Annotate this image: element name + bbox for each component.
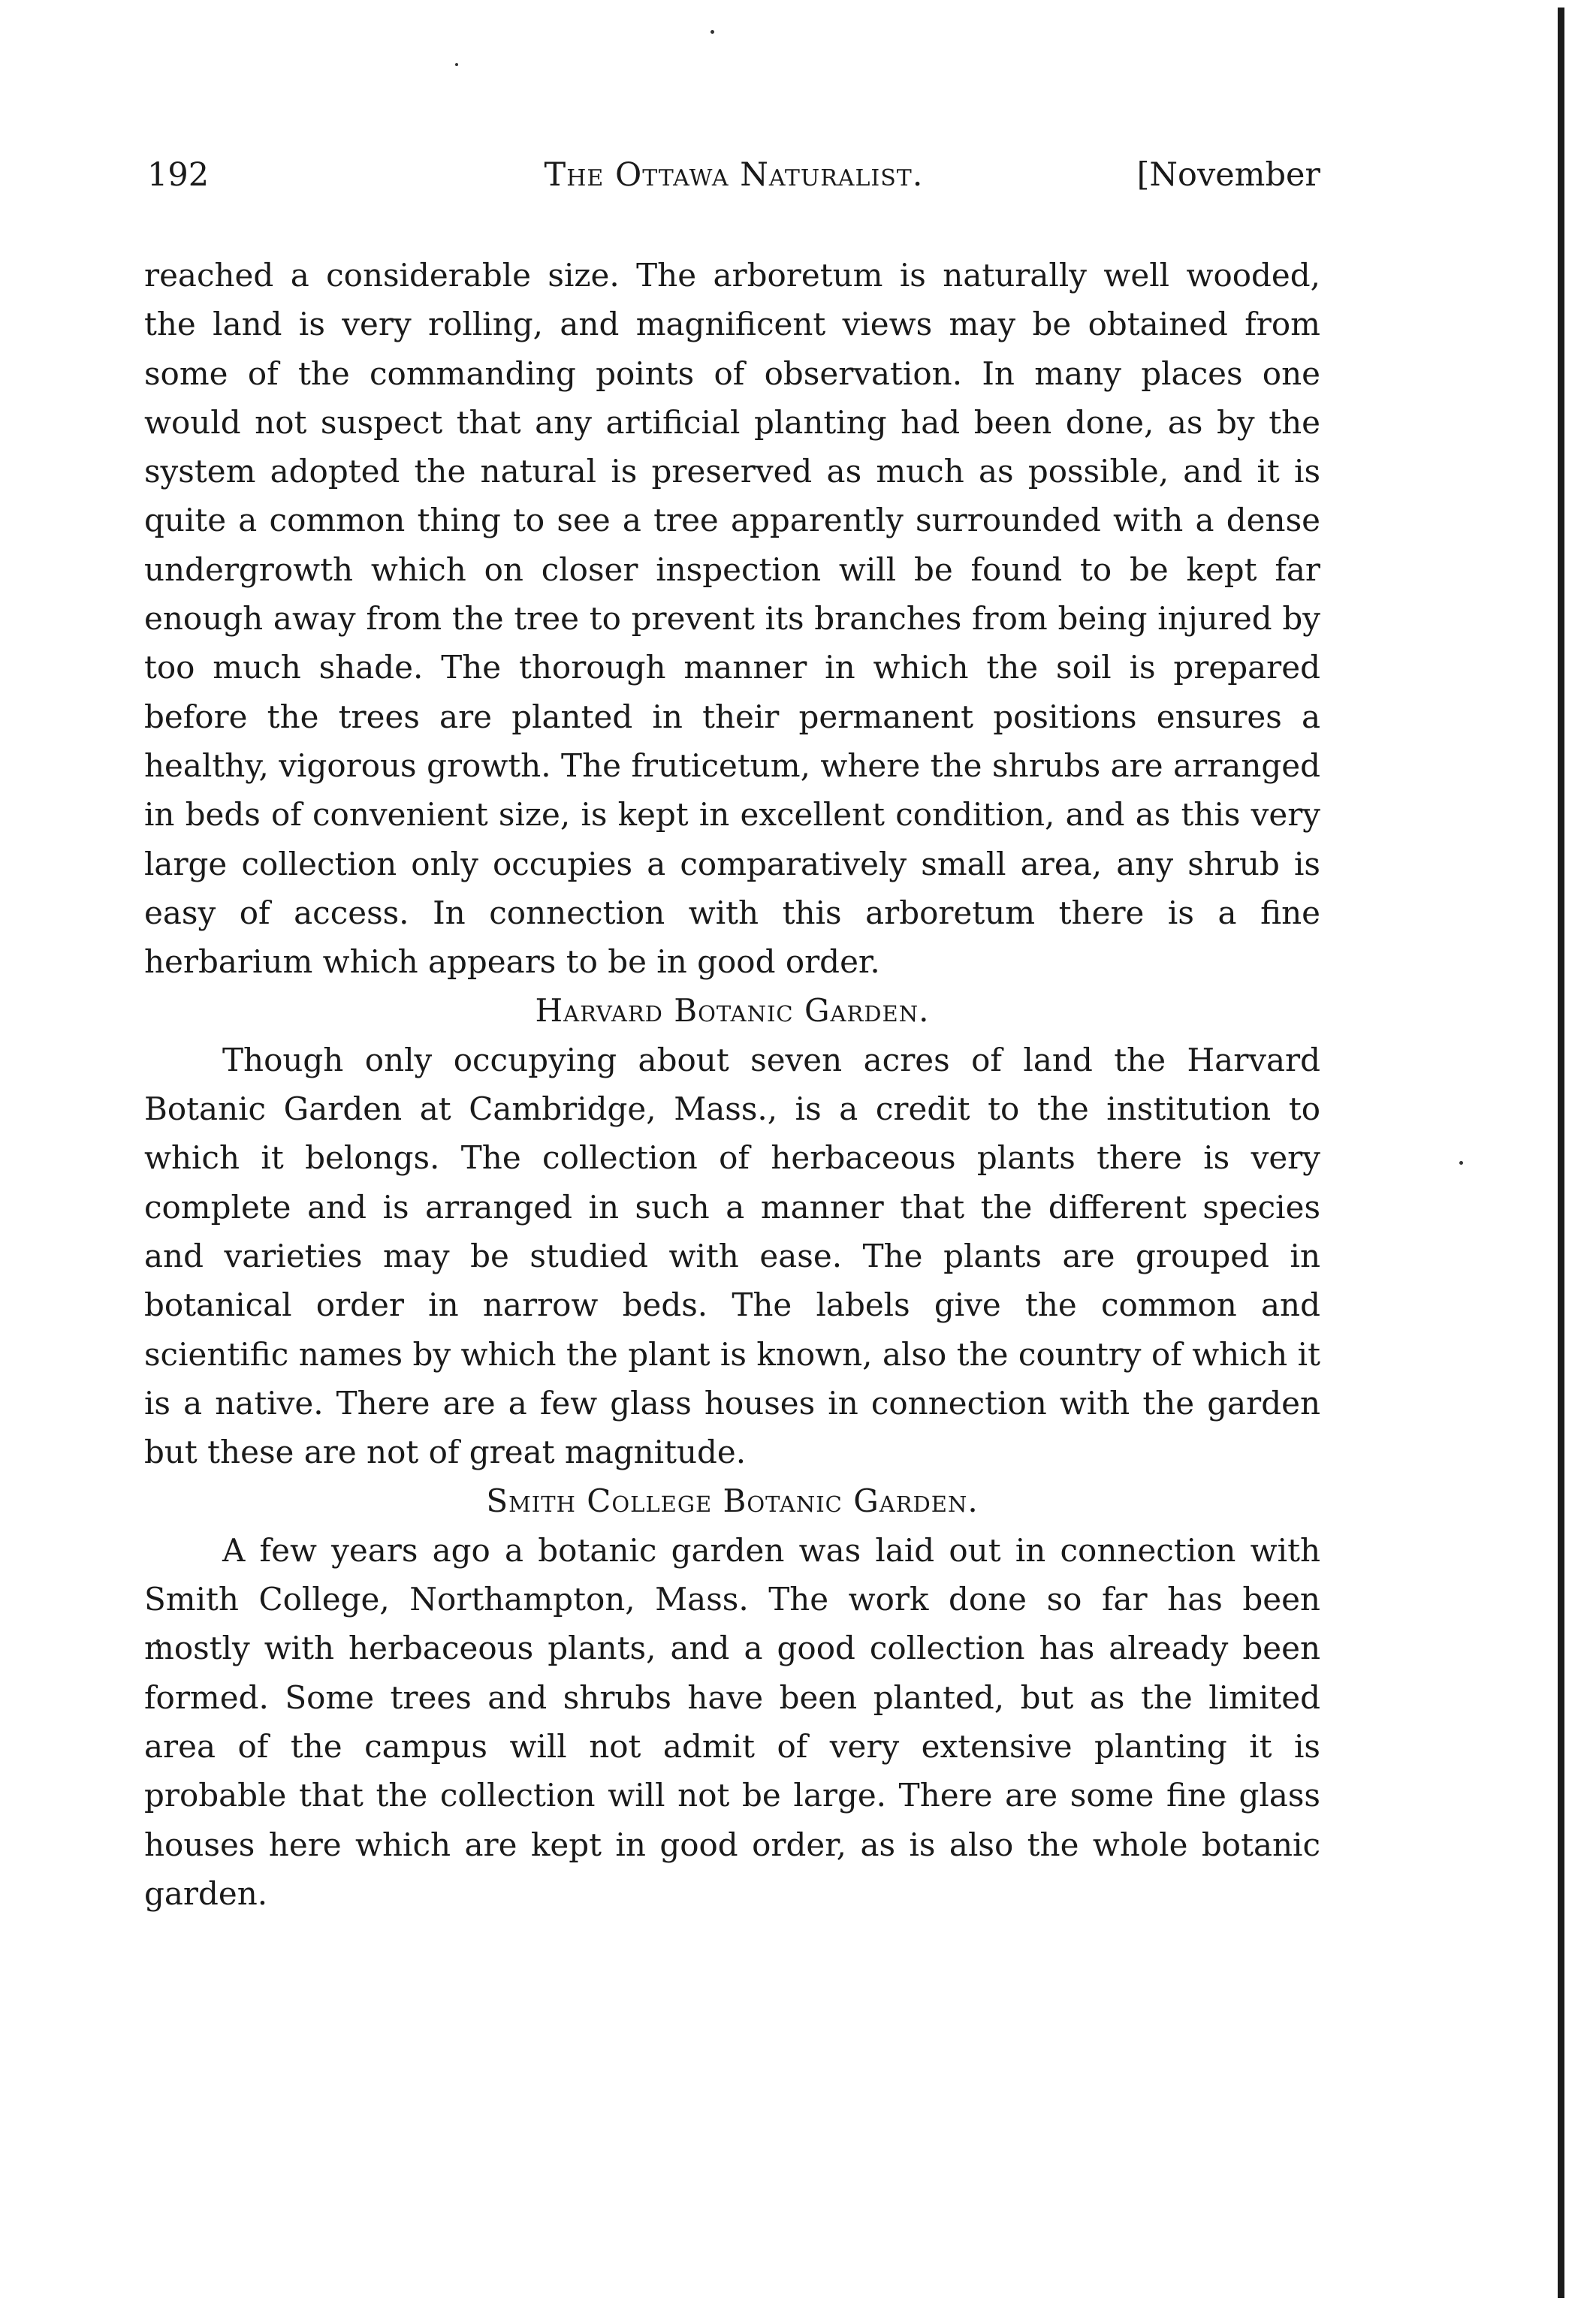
paragraph-harvard: Though only occupying about seven acres of land the Harvard Botanic Garden at Cambridge, Mass., is a credit to the institution to which it belongs. The collection of herbaceous plants there is very complete and is arranged in such a manner that the different species and varieties may be studied with ease. The plants are grouped in botanical order in narrow beds. The labels give the common and scientific names by which the plant is known, also the country of which it is a native. There are a few glass houses in connection with the garden but these are not of great magnitude. xyxy=(144,1041,1320,1471)
heading-harvard-botanic-garden: Harvard Botanic Garden. xyxy=(535,992,930,1030)
article-body xyxy=(144,251,1320,1918)
issue-month: [November xyxy=(1136,156,1320,194)
scan-speck xyxy=(711,30,714,34)
paragraph-smith: A few years ago a botanic garden was laid out in connection with Smith College, Northampton, Mass. The work done so far has been mostly with herbaceous plants, and a good collection has already been formed. Some trees and shrubs have been planted, but as the limited area of the campus will not admit of very extensive planting it is probable that the collection will not be large. There are some fine glass houses here which are kept in good order, as is also the whole botanic garden. xyxy=(144,1531,1320,1912)
scan-speck xyxy=(455,63,458,66)
journal-title: The Ottawa Naturalist. xyxy=(544,156,924,194)
page-number: 192 xyxy=(147,156,210,194)
heading-smith-college-botanic-garden: Smith College Botanic Garden. xyxy=(486,1482,979,1520)
running-header xyxy=(147,149,1320,201)
scan-speck xyxy=(1459,1161,1463,1165)
page-edge-line xyxy=(1558,8,1564,2298)
paragraph-arboretum-continuation: reached a considerable size. The arboretum is naturally well wooded, the land is very rolling, and magnificent views may be obtained from some of the commanding points of observation. In many places one would not suspect that any artificial planting had been done, as by the system adopted the natural is preserved as much as possible, and it is quite a common thing to see a tree apparently surrounded with a dense undergrowth which on closer inspection will be found to be kept far enough away from the tree to prevent its branches from being injured by too much shade. The thorough manner in which the soil is prepared before the trees are planted in their permanent positions ensures a healthy, vigorous growth. The fruticetum, where the shrubs are arranged in beds of convenient size, is kept in excellent condition, and as this very large collection only occupies a comparatively small area, any shrub is easy of access. In connection with this arboretum there is a fine herbarium which appears to be in good order. xyxy=(144,257,1320,981)
